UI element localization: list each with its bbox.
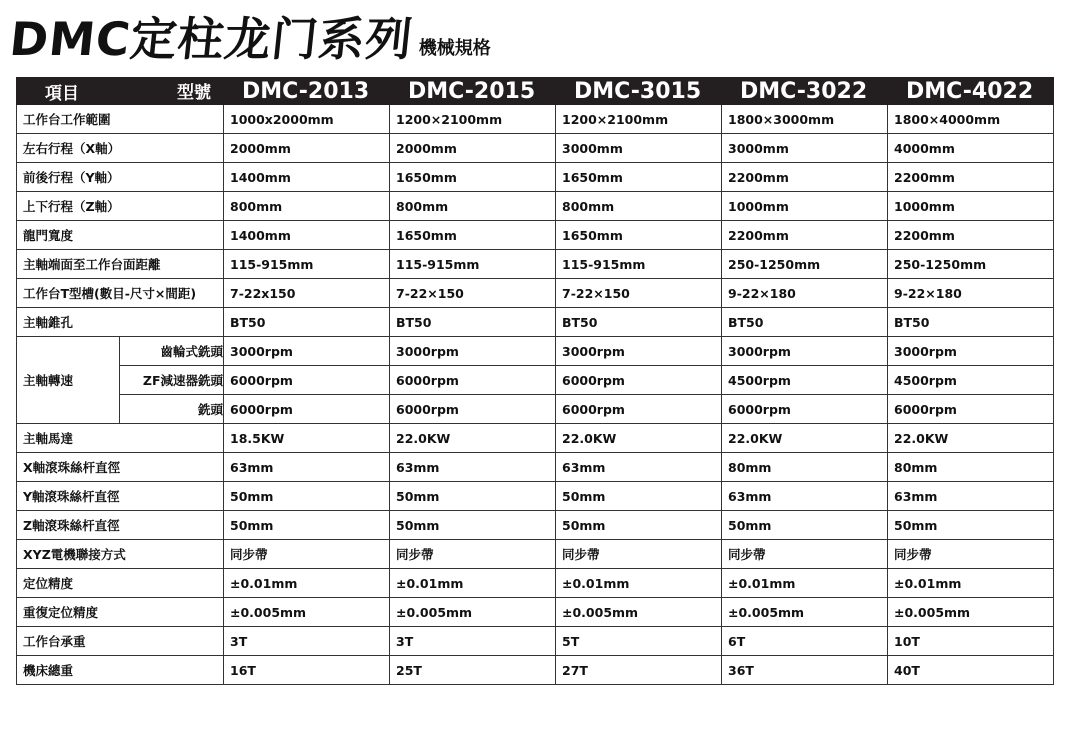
header-model: DMC-2013 (224, 78, 390, 105)
spec-value: 63mm (722, 482, 888, 511)
spec-value: 63mm (888, 482, 1054, 511)
spec-value: BT50 (888, 308, 1054, 337)
table-row (17, 163, 1054, 192)
table-row (17, 221, 1054, 250)
table-row (17, 105, 1054, 134)
spec-value: 22.0KW (390, 424, 556, 453)
spec-value: 25T (390, 656, 556, 685)
spec-value: 50mm (390, 511, 556, 540)
spec-value: 16T (224, 656, 390, 685)
spec-value: 1200×2100mm (390, 105, 556, 134)
spec-value: 3000mm (556, 134, 722, 163)
spec-value: 同步帶 (722, 540, 888, 569)
spec-value: 3000rpm (224, 337, 390, 366)
spec-value: 4500rpm (722, 366, 888, 395)
spec-value: 50mm (888, 511, 1054, 540)
header-corner (17, 78, 224, 105)
spec-value: ±0.01mm (888, 569, 1054, 598)
spec-value: 50mm (390, 482, 556, 511)
spec-value: 27T (556, 656, 722, 685)
spec-value: 50mm (556, 482, 722, 511)
table-row (17, 134, 1054, 163)
row-label: 左右行程（X軸） (17, 134, 224, 163)
spec-value: 同步帶 (888, 540, 1054, 569)
spec-value: 6T (722, 627, 888, 656)
spec-value: 2200mm (722, 163, 888, 192)
spec-body (17, 105, 1054, 685)
spec-value: 6000rpm (888, 395, 1054, 424)
spec-value: 5T (556, 627, 722, 656)
spec-value: 2000mm (390, 134, 556, 163)
spec-value: 250-1250mm (722, 250, 888, 279)
header-item-label: 項目 (45, 84, 79, 104)
row-label: Z軸滾珠絲杆直徑 (17, 511, 224, 540)
row-label: 重復定位精度 (17, 598, 224, 627)
spec-value: 2000mm (224, 134, 390, 163)
spec-value: 50mm (722, 511, 888, 540)
row-label: 機床總重 (17, 656, 224, 685)
spec-value: ±0.005mm (888, 598, 1054, 627)
spec-value: ±0.005mm (722, 598, 888, 627)
spec-value: 22.0KW (888, 424, 1054, 453)
row-label: 定位精度 (17, 569, 224, 598)
spec-table (16, 77, 1054, 685)
spec-value: ±0.005mm (556, 598, 722, 627)
spec-value: 115-915mm (390, 250, 556, 279)
spec-value: 3T (390, 627, 556, 656)
spec-value: 9-22×180 (888, 279, 1054, 308)
spec-value: 80mm (888, 453, 1054, 482)
sub-row-label: ZF減速器銑頭 (120, 366, 224, 395)
header-model: DMC-3015 (556, 78, 722, 105)
table-row (17, 511, 1054, 540)
table-row (17, 424, 1054, 453)
spec-value: 3000rpm (888, 337, 1054, 366)
table-row (17, 395, 1054, 424)
title-sub: 機械規格 (418, 38, 491, 59)
table-row (17, 627, 1054, 656)
spec-value: 7-22×150 (390, 279, 556, 308)
page-title (7, 6, 491, 66)
spec-value: 80mm (722, 453, 888, 482)
spec-value: 115-915mm (224, 250, 390, 279)
header-row (17, 78, 1054, 105)
header-model: DMC-2015 (390, 78, 556, 105)
spec-value: 6000rpm (224, 366, 390, 395)
spec-value: 1650mm (390, 221, 556, 250)
table-row (17, 453, 1054, 482)
spec-value: 50mm (556, 511, 722, 540)
spec-value: 3T (224, 627, 390, 656)
row-label: 主軸端面至工作台面距離 (17, 250, 224, 279)
row-label: 工作台承重 (17, 627, 224, 656)
table-row (17, 569, 1054, 598)
table-row (17, 279, 1054, 308)
spec-value: 63mm (556, 453, 722, 482)
spec-value: ±0.01mm (390, 569, 556, 598)
spec-value: 1200×2100mm (556, 105, 722, 134)
table-row (17, 656, 1054, 685)
spec-value: 50mm (224, 511, 390, 540)
spec-value: 1800×3000mm (722, 105, 888, 134)
spec-value: 4000mm (888, 134, 1054, 163)
spec-value: 同步帶 (390, 540, 556, 569)
spec-value: 18.5KW (224, 424, 390, 453)
spec-value: 63mm (390, 453, 556, 482)
spec-value: 同步帶 (556, 540, 722, 569)
spec-value: 4500rpm (888, 366, 1054, 395)
header-model: DMC-4022 (888, 78, 1054, 105)
row-label: 主軸轉速 (17, 337, 120, 424)
spec-value: 800mm (224, 192, 390, 221)
table-row (17, 250, 1054, 279)
spec-value: 800mm (556, 192, 722, 221)
spec-value: 2200mm (722, 221, 888, 250)
spec-value: 1650mm (390, 163, 556, 192)
table-row (17, 598, 1054, 627)
spec-value: 7-22x150 (224, 279, 390, 308)
spec-value: 3000rpm (390, 337, 556, 366)
spec-value: 2200mm (888, 163, 1054, 192)
spec-value: 6000rpm (390, 395, 556, 424)
spec-value: 1000x2000mm (224, 105, 390, 134)
row-label: XYZ電機聯接方式 (17, 540, 224, 569)
spec-value: 6000rpm (390, 366, 556, 395)
title-main: DMC定柱龙门系列 (7, 12, 416, 66)
spec-value: 6000rpm (556, 366, 722, 395)
spec-value: BT50 (556, 308, 722, 337)
spec-value: 1650mm (556, 221, 722, 250)
table-row (17, 308, 1054, 337)
spec-value: 同步帶 (224, 540, 390, 569)
row-label: 工作台工作範圍 (17, 105, 224, 134)
spec-value: 6000rpm (556, 395, 722, 424)
spec-value: BT50 (224, 308, 390, 337)
table-row (17, 337, 1054, 366)
row-label: 主軸錐孔 (17, 308, 224, 337)
row-label: 龍門寬度 (17, 221, 224, 250)
spec-value: ±0.01mm (556, 569, 722, 598)
spec-value: 3000mm (722, 134, 888, 163)
spec-value: 1400mm (224, 163, 390, 192)
header-model-label: 型號 (177, 83, 211, 103)
row-label: 工作台T型槽(數目-尺寸×間距) (17, 279, 224, 308)
spec-value: 115-915mm (556, 250, 722, 279)
spec-value: 2200mm (888, 221, 1054, 250)
spec-value: ±0.005mm (224, 598, 390, 627)
row-label: 上下行程（Z軸） (17, 192, 224, 221)
spec-value: 800mm (390, 192, 556, 221)
spec-value: 10T (888, 627, 1054, 656)
spec-value: 9-22×180 (722, 279, 888, 308)
spec-value: ±0.005mm (390, 598, 556, 627)
table-row (17, 192, 1054, 221)
row-label: 主軸馬達 (17, 424, 224, 453)
spec-value: 7-22×150 (556, 279, 722, 308)
spec-value: ±0.01mm (722, 569, 888, 598)
table-row (17, 482, 1054, 511)
spec-value: 6000rpm (224, 395, 390, 424)
table-row (17, 540, 1054, 569)
spec-value: 1000mm (888, 192, 1054, 221)
spec-value: 3000rpm (722, 337, 888, 366)
spec-value: 40T (888, 656, 1054, 685)
spec-value: 1400mm (224, 221, 390, 250)
spec-value: 3000rpm (556, 337, 722, 366)
row-label: X軸滾珠絲杆直徑 (17, 453, 224, 482)
spec-value: 250-1250mm (888, 250, 1054, 279)
sub-row-label: 齒輪式銑頭 (120, 337, 224, 366)
spec-value: 50mm (224, 482, 390, 511)
header-model: DMC-3022 (722, 78, 888, 105)
spec-value: 36T (722, 656, 888, 685)
table-row (17, 366, 1054, 395)
spec-value: 6000rpm (722, 395, 888, 424)
spec-value: ±0.01mm (224, 569, 390, 598)
spec-value: 1000mm (722, 192, 888, 221)
row-label: 前後行程（Y軸） (17, 163, 224, 192)
spec-value: BT50 (722, 308, 888, 337)
spec-value: 1650mm (556, 163, 722, 192)
sub-row-label: 銑頭 (120, 395, 224, 424)
spec-value: 22.0KW (556, 424, 722, 453)
spec-value: 63mm (224, 453, 390, 482)
row-label: Y軸滾珠絲杆直徑 (17, 482, 224, 511)
spec-value: BT50 (390, 308, 556, 337)
spec-value: 1800×4000mm (888, 105, 1054, 134)
spec-value: 22.0KW (722, 424, 888, 453)
